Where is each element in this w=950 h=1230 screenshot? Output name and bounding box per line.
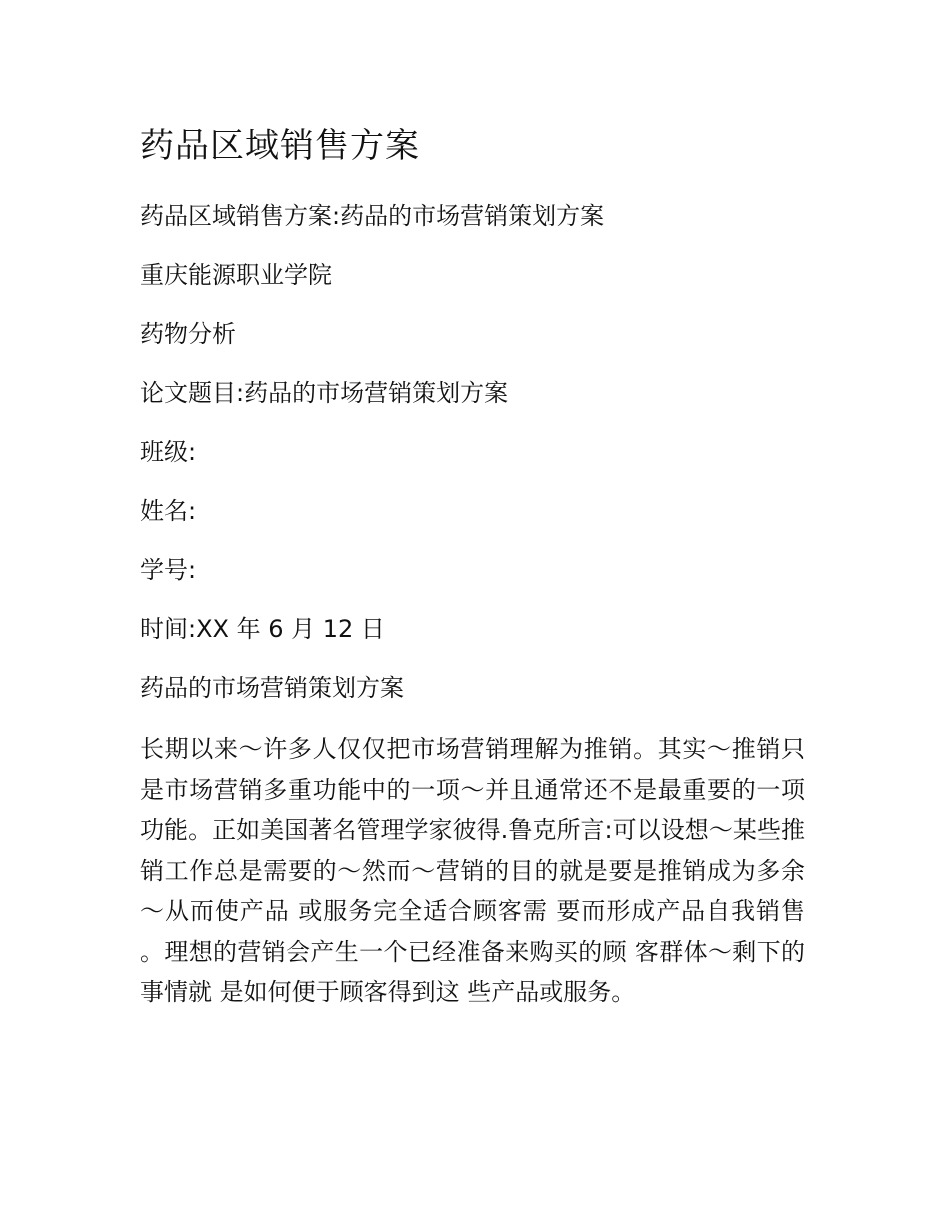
class-field: 班级:	[140, 438, 197, 466]
document-content	[140, 122, 820, 1013]
major-name: 药物分析	[140, 320, 236, 348]
document-title: 药品区域销售方案	[140, 126, 420, 166]
name-field: 姓名:	[140, 497, 197, 525]
school-name: 重庆能源职业学院	[140, 261, 332, 289]
student-id-field: 学号:	[140, 556, 197, 584]
section-heading: 药品的市场营销策划方案	[140, 674, 404, 702]
thesis-topic: 论文题目:药品的市场营销策划方案	[140, 379, 509, 407]
body-paragraph: 长期以来～许多人仅仅把市场营销理解为推销。其实～推销只是市场营销多重功能中的一项～并且通常还不是最重要的一项功能。正如美国著名管理学家彼得.鲁克所言:可以设想～某些推销工作总是需要的～然而～营销的目的就是要是推销成为多余～从而使产品 或服务完全适合顾客需 要而形成产品自我销售 。理想的营销会产生一个已经准备来购买的顾 客群体～剩下的事情就 是如何便于顾客得到这 些产品或服务。	[140, 735, 805, 1006]
subtitle-line: 药品区域销售方案:药品的市场营销策划方案	[140, 202, 605, 230]
date-field: 时间:XX 年 6 月 12 日	[140, 615, 385, 643]
